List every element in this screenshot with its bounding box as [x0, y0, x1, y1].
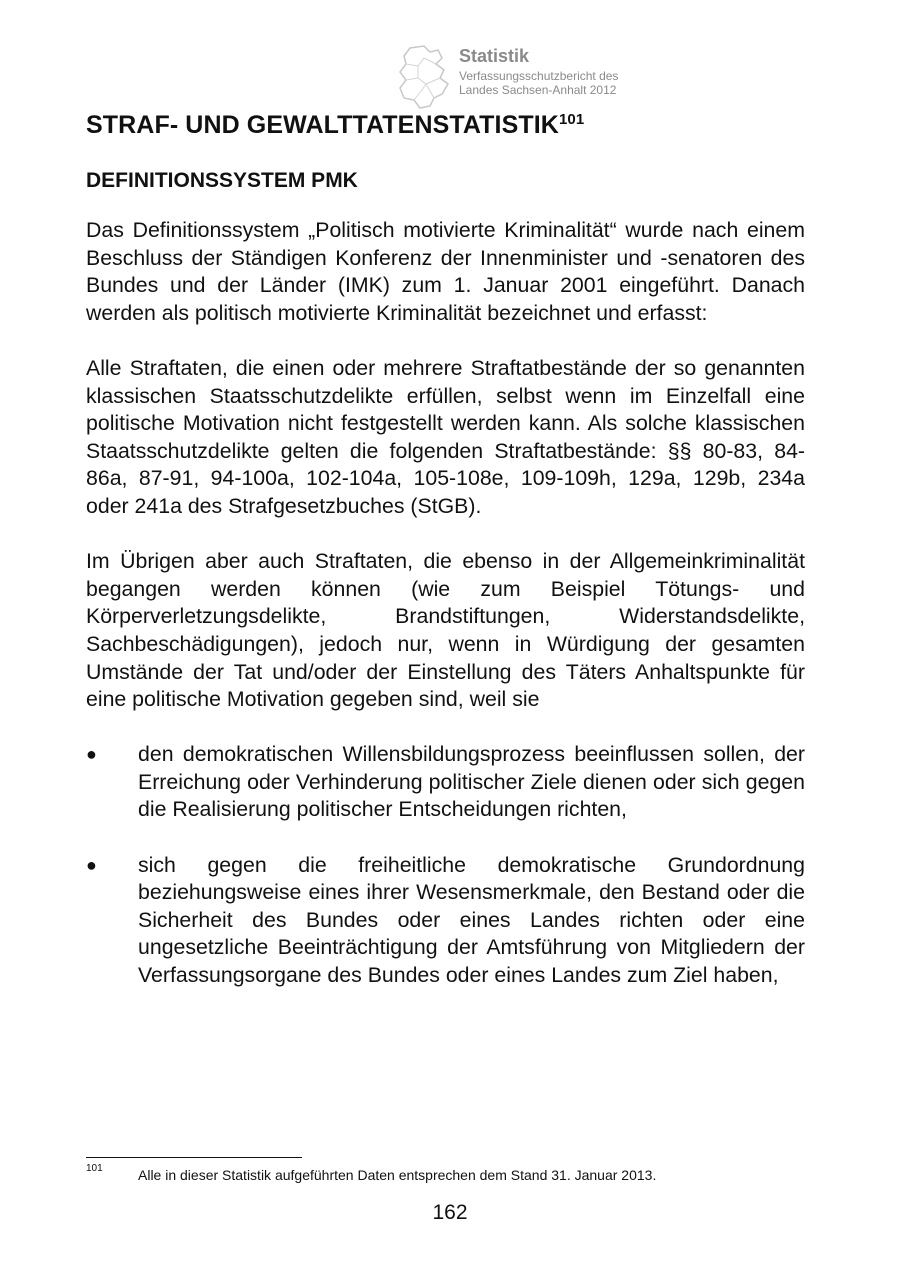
page-header — [396, 44, 656, 110]
page-number: 162 — [432, 1201, 468, 1224]
list-item-text: den demokratischen Willensbildungsprozess beeinflussen sollen, der Erreichung oder Verhinderung politischer Ziele dienen oder sich gegen die Realisierung politischer Entscheidungen richten, — [138, 742, 805, 822]
bullet-icon: ● — [86, 744, 97, 765]
footnote-divider — [86, 1157, 302, 1158]
list-item-text: sich gegen die freiheitliche demokratische Grundordnung beziehungsweise eines ihrer Wesensmerkmale, den Bestand oder die Sicherheit des Bundes oder eines Landes richten oder eine ungesetzliche Beeinträchtigung der Amtsführung von Mitgliedern der Verfassungsorgane des Bundes oder eines Landes zum Ziel haben, — [138, 852, 805, 988]
state-map-icon — [396, 44, 456, 110]
header-subtitle-line-1: Verfassungsschutzbericht des — [459, 69, 619, 83]
header-subtitle-line-2: Landes Sachsen-Anhalt 2012 — [459, 83, 617, 97]
list-item — [86, 852, 805, 990]
paragraph-general-crime: Im Übrigen aber auch Straftaten, die ebenso in der Allgemeinkriminalität begangen werden können (wie zum Beispiel Tötungs- und Körperverletzungsdelikte, Brandstiftungen, Widerstandsdelikte, Sachbeschädigungen), jedoch nur, wenn in Würdigung der gesamten Umstände der Tat und/oder der Einstellung des Täters Anhaltspunkte für eine politische Motivation gegeben sind, weil sie — [86, 549, 805, 712]
footnote-reference[interactable]: 101 — [558, 111, 585, 128]
header-subtitle — [459, 69, 618, 97]
paragraph-classic-offences: Alle Straftaten, die einen oder mehrere Straftatbestände der so genannten klassischen Staatsschutzdelikte erfüllen, selbst wenn im Einzelfall eine politische Motivation nicht festgestellt werden kann. Als solche klassischen Staatsschutzdelikte gelten die folgenden Straftatbestände: §§ 80-83, 84-86a, 87-91, 94-100a, 102-104a, 105-108e, 109-109h, 129a, 129b, 234a oder 241a des Strafgesetzbuches (StGB). — [86, 355, 805, 518]
footnote-text: Alle in dieser Statistik aufgeführten Daten entsprechen dem Stand 31. Januar 2013. — [138, 1167, 657, 1183]
section-heading: DEFINITIONSSYSTEM PMK — [86, 169, 358, 192]
paragraph-intro: Das Definitionssystem „Politisch motivierte Kriminalität“ wurde nach einem Beschluss der Ständigen Konferenz der Innenminister und -senatoren des Bundes und der Länder (IMK) zum 1. Januar 2001 eingeführt. Danach werden als politisch motivierte Kriminalität bezeichnet und erfasst: — [86, 218, 805, 325]
body-text — [86, 217, 805, 1017]
criteria-list — [86, 741, 805, 989]
list-item — [86, 741, 805, 824]
bullet-icon: ● — [86, 854, 97, 875]
page-title — [86, 111, 584, 140]
footnote-number: 101 — [86, 1163, 103, 1174]
header-title: Statistik — [459, 46, 530, 66]
page-title-text: STRAF- UND GEWALTTATENSTATISTIK — [86, 111, 559, 139]
